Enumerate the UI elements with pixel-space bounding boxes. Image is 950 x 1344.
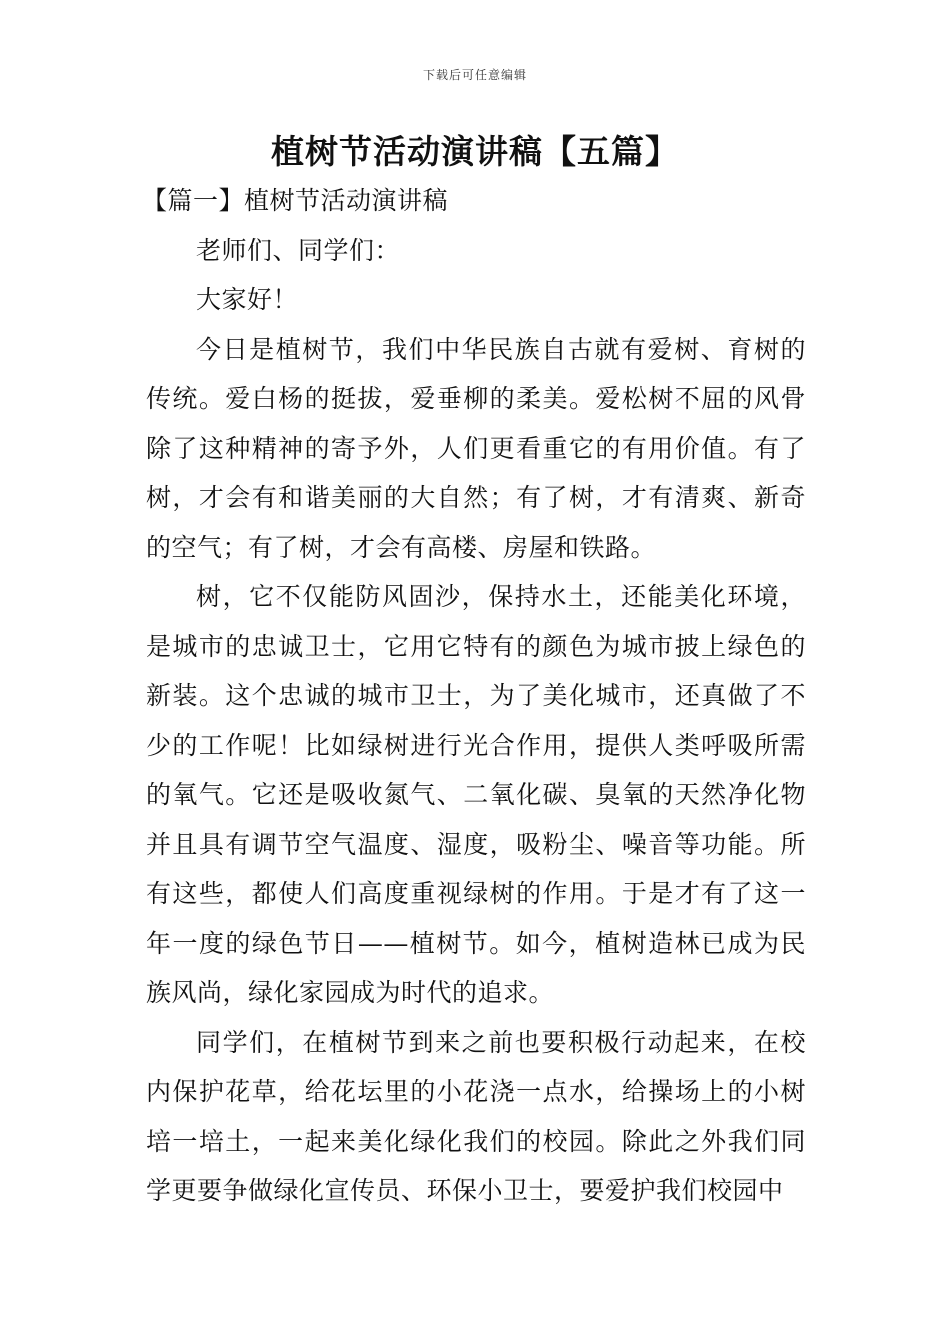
paragraph-call-to-action: 同学们，在植树节到来之前也要积极行动起来，在校内保护花草，给花坛里的小花浇一点水，给操场上的小树培一培土，一起来美化绿化我们的校园。除此之外我们同学更要争做绿化宣传员、环保小卫士，要爱护我们校园中: [146, 1027, 806, 1205]
header-note: 下载后可任意编辑: [422, 68, 527, 82]
paragraph-tree-tradition: 今日是植树节，我们中华民族自古就有爱树、育树的传统。爱白杨的挺拔，爱垂柳的柔美。爱松树不屈的风骨除了这种精神的寄予外，人们更看重它的有用价值。有了树，才会有和谐美丽的大自然；有了树，才有清爽、新奇的空气；有了树，才会有高楼、房屋和铁路。: [146, 334, 806, 562]
paragraph-greeting-hello: 大家好！: [196, 285, 299, 314]
section-heading: 【篇一】植树节活动演讲稿: [142, 186, 449, 215]
paragraph-greeting-audience: 老师们、同学们：: [196, 235, 401, 265]
document-title: 植树节活动演讲稿【五篇】: [271, 132, 679, 171]
document-body: [142, 176, 806, 1216]
paragraph-tree-benefits: 树，它不仅能防风固沙，保持水土，还能美化环境，是城市的忠诚卫士，它用它特有的颜色为城市披上绿色的新装。这个忠诚的城市卫士，为了美化城市，还真做了不少的工作呢！比如绿树进行光合作用，提供人类呼吸所需的氧气。它还是吸收氮气、二氧化碳、臭氧的天然净化物并且具有调节空气温度、湿度，吸粉尘、噪音等功能。所有这些，都使人们高度重视绿树的作用。于是才有了这一年一度的绿色节日——植树节。如今，植树造林已成为民族风尚，绿化家园成为时代的追求。: [146, 582, 806, 1007]
